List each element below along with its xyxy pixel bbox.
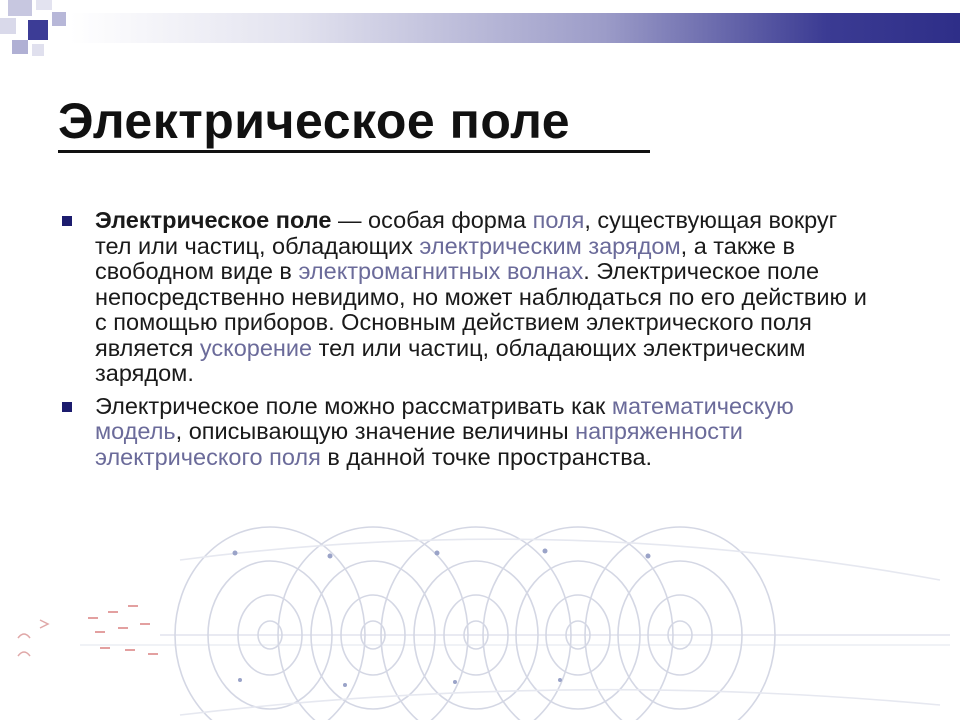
corner-square-decoration — [0, 18, 16, 34]
bullet-item — [60, 394, 880, 471]
link-field[interactable]: поля — [532, 207, 585, 233]
text-segment: в данной точке пространства. — [320, 443, 653, 470]
text-segment: , существующая вокруг тел или частиц, обладающих — [95, 207, 838, 259]
electric-field-illustration — [0, 520, 960, 720]
text-segment: тел или частиц, обладающих электрическим зарядом. — [95, 334, 806, 386]
corner-square-decoration — [8, 0, 32, 16]
header-gradient-band — [70, 13, 960, 43]
link-field-strength[interactable]: напряженности электрического поля — [95, 418, 743, 470]
link-electromagnetic-waves[interactable]: электромагнитных волнах — [298, 258, 584, 284]
link-acceleration[interactable]: ускорение — [199, 334, 313, 361]
square-bullet-icon — [62, 402, 72, 412]
text-segment: — особая форма — [331, 207, 533, 233]
title-underline — [58, 150, 650, 153]
corner-square-decoration — [28, 20, 48, 40]
corner-square-decoration — [36, 0, 52, 10]
square-bullet-icon — [62, 216, 72, 226]
text-segment: , а также в свободном виде в — [95, 232, 795, 284]
text-segment: Электрическое поле можно рассматривать как — [95, 392, 612, 419]
corner-square-decoration — [52, 12, 66, 26]
bullet-list — [60, 208, 880, 477]
text-segment: . Электрическое поле непосредственно невидимо, но может наблюдаться по его действию и с помощью приборов. Основным действием электрического поля является — [95, 258, 867, 361]
link-mathematical-model[interactable]: математическую модель — [95, 392, 794, 444]
link-electric-charge[interactable]: электрическим зарядом — [419, 232, 681, 259]
slide-title: Электрическое поле — [58, 93, 571, 149]
term-bold: Электрическое поле — [95, 207, 332, 233]
text-segment: , описывающую значение величины — [175, 418, 576, 444]
corner-square-decoration — [32, 44, 44, 56]
corner-square-decoration — [12, 40, 28, 54]
bullet-item — [60, 208, 880, 387]
